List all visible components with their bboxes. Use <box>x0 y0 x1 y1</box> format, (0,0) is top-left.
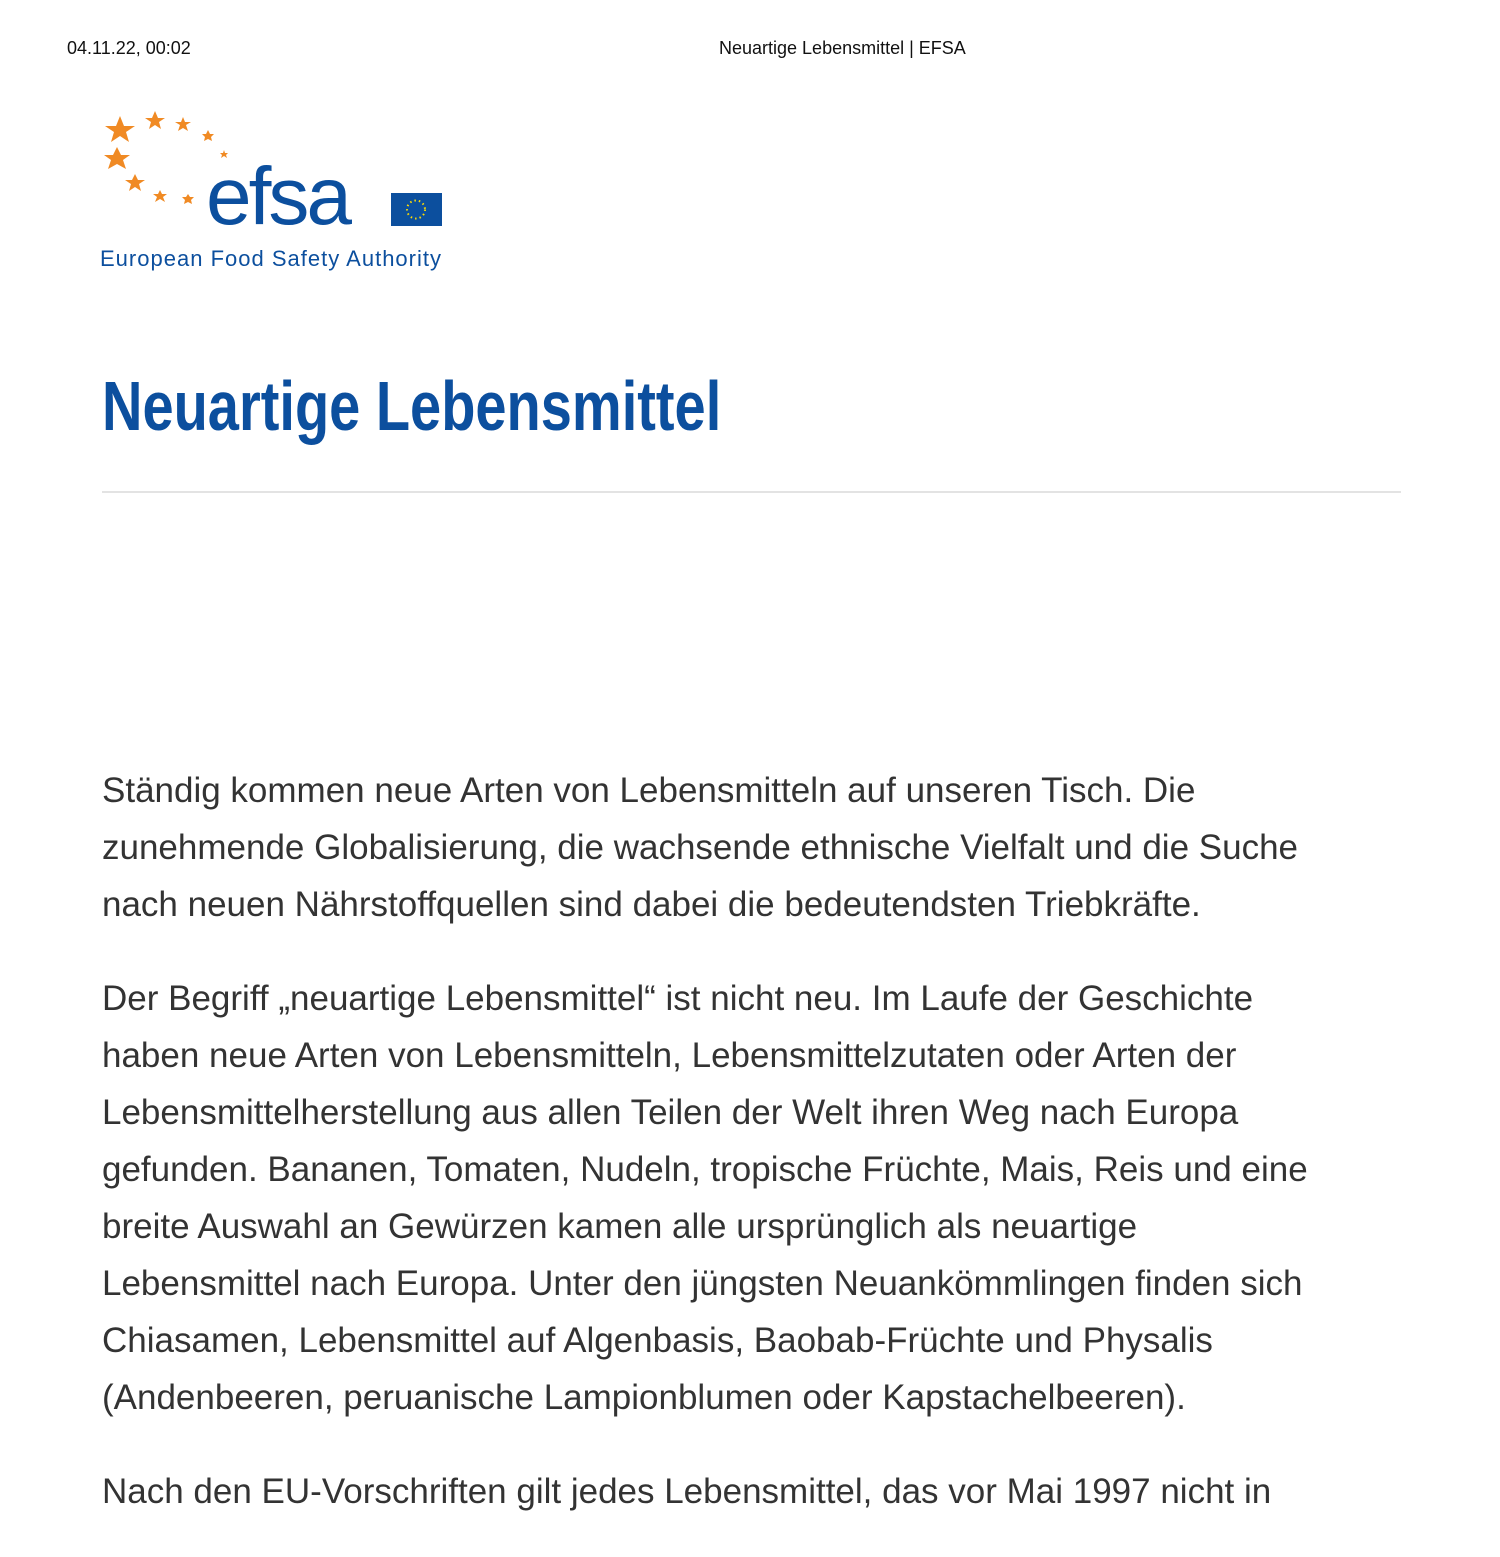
paragraph-line: (Andenbeeren, peruanische Lampionblumen oder Kapstachelbeeren). <box>102 1378 1186 1417</box>
paragraph-line: Lebensmittel nach Europa. Unter den jüngsten Neuankömmlingen finden sich <box>102 1264 1303 1303</box>
paragraph-line: zunehmende Globalisierung, die wachsende ethnische Vielfalt und die Suche <box>102 828 1298 867</box>
efsa-logo <box>100 108 445 273</box>
eu-flag-icon <box>391 193 442 226</box>
paragraph-line: Der Begriff „neuartige Lebensmittel“ ist nicht neu. Im Laufe der Geschichte <box>102 979 1254 1018</box>
title-divider <box>102 491 1401 493</box>
paragraph-line: Nach den EU-Vorschriften gilt jedes Lebensmittel, das vor Mai 1997 nicht in <box>102 1472 1272 1511</box>
paragraph-line: haben neue Arten von Lebensmitteln, Lebensmittelzutaten oder Arten der <box>102 1036 1237 1075</box>
paragraph-line: Ständig kommen neue Arten von Lebensmitteln auf unseren Tisch. Die <box>102 771 1196 810</box>
paragraph-line: Chiasamen, Lebensmittel auf Algenbasis, Baobab-Früchte und Physalis <box>102 1321 1213 1360</box>
paragraph <box>102 762 1422 933</box>
paragraph-line: gefunden. Bananen, Tomaten, Nudeln, tropische Früchte, Mais, Reis und eine <box>102 1150 1308 1189</box>
logo-wordmark: efsa <box>206 151 349 242</box>
paragraph-line: nach neuen Nährstoffquellen sind dabei die bedeutendsten Triebkräfte. <box>102 885 1201 924</box>
print-page-title: Neuartige Lebensmittel | EFSA <box>719 38 966 58</box>
print-datetime: 04.11.22, 00:02 <box>67 38 191 58</box>
page-title: Neuartige Lebensmittel <box>102 367 722 445</box>
paragraph-line: Lebensmittelherstellung aus allen Teilen der Welt ihren Weg nach Europa <box>102 1093 1239 1132</box>
logo-tagline: European Food Safety Authority <box>100 246 441 271</box>
paragraph-line: breite Auswahl an Gewürzen kamen alle ursprünglich als neuartige <box>102 1207 1138 1246</box>
article-body <box>102 762 1422 1557</box>
paragraph <box>102 1463 1422 1520</box>
paragraph <box>102 970 1422 1426</box>
